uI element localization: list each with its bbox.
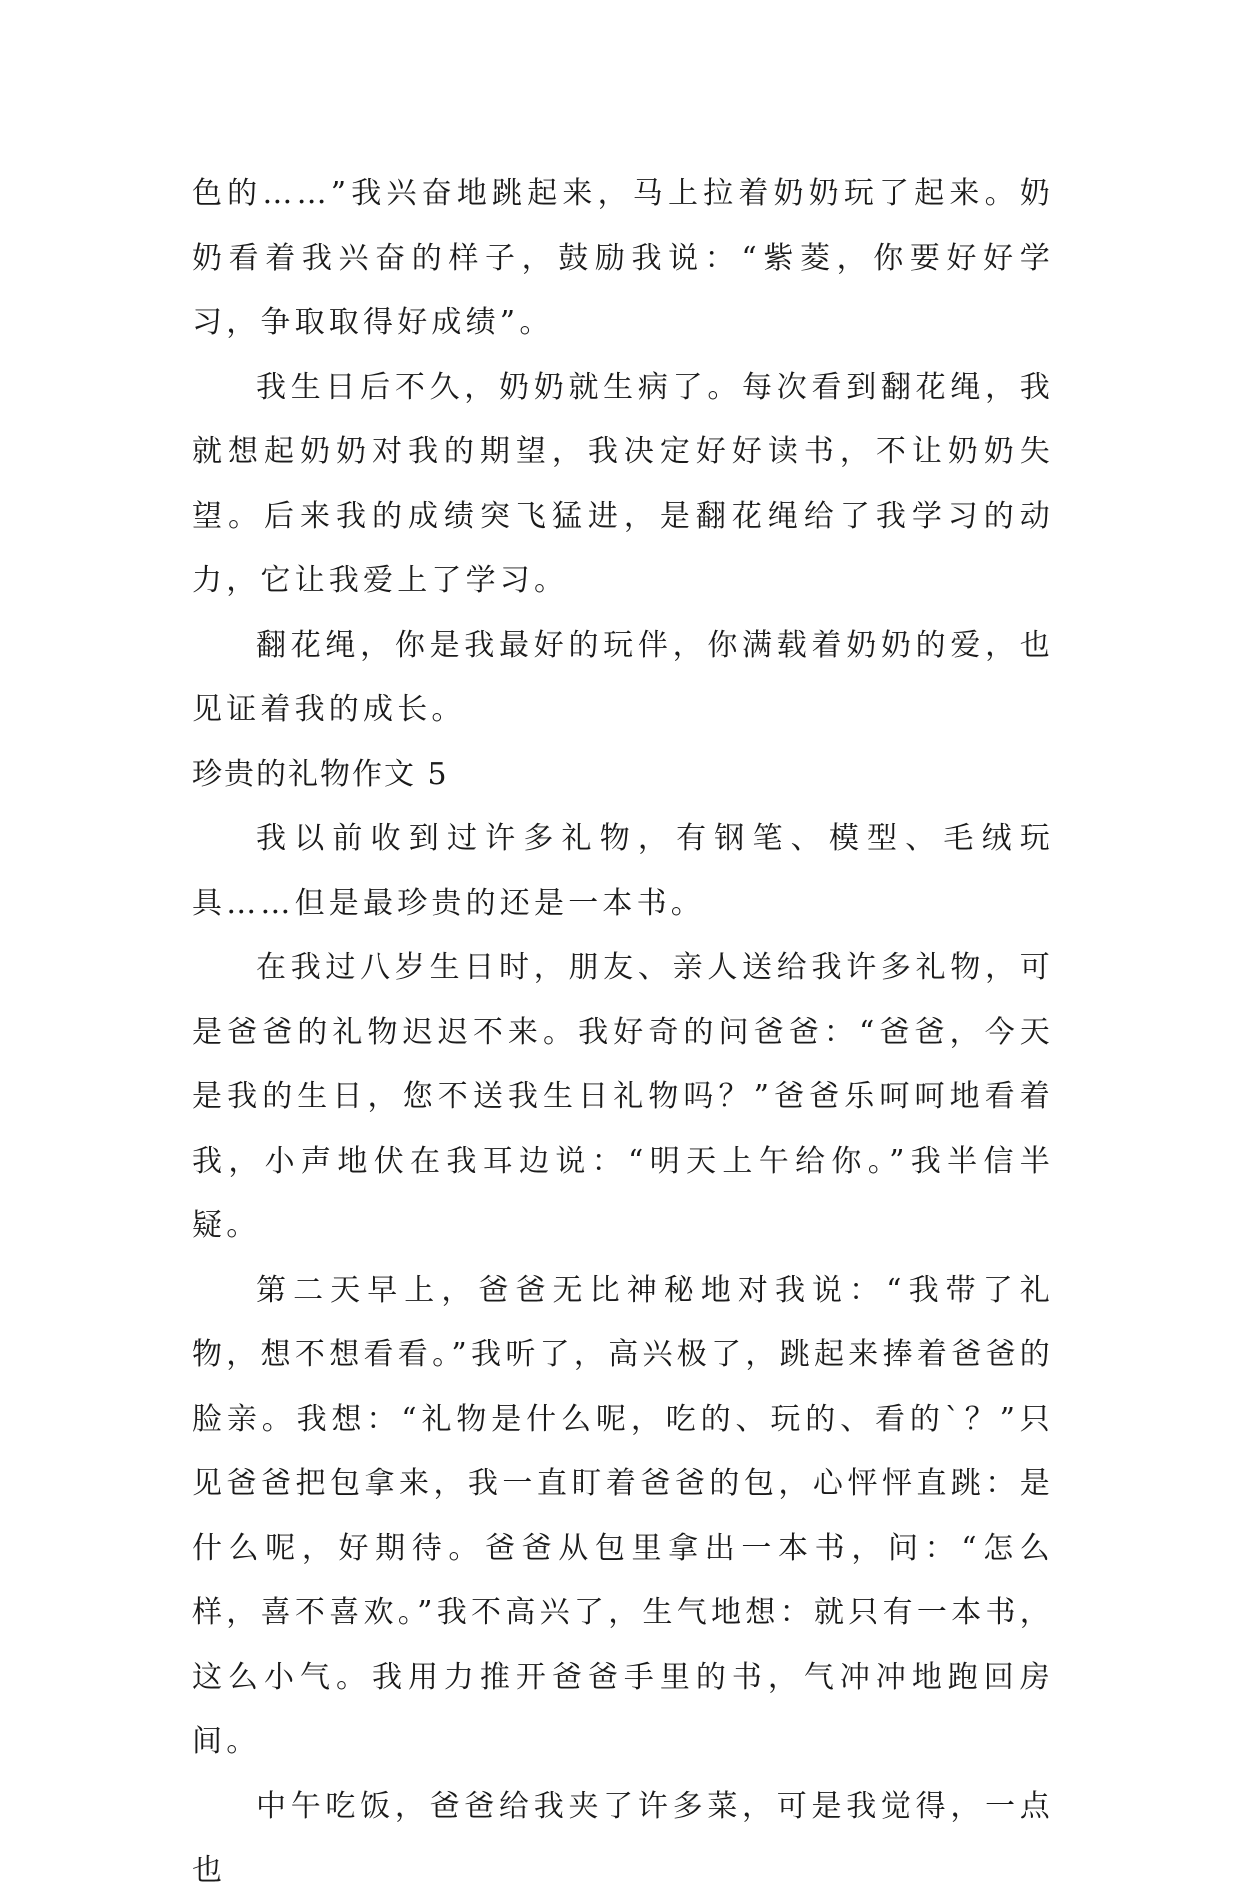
paragraph-1: 色的……”我兴奋地跳起来，马上拉着奶奶玩了起来。奶奶看着我兴奋的样子，鼓励我说：“紫菱，你要好好学习，争取取得好成绩”。 <box>192 176 1054 340</box>
paragraph-5: 在我过八岁生日时，朋友、亲人送给我许多礼物，可是爸爸的礼物迟迟不来。我好奇的问爸爸：“爸爸，今天是我的生日，您不送我生日礼物吗？”爸爸乐呵呵地看着我，小声地伏在我耳边说：“明天上午给你。”我半信半疑。 <box>192 950 1054 1243</box>
document-page <box>192 162 1054 1904</box>
paragraph-6: 第二天早上，爸爸无比神秘地对我说：“我带了礼物，想不想看看。”我听了，高兴极了，跳起来捧着爸爸的脸亲。我想：“礼物是什么呢，吃的、玩的、看的`？”只见爸爸把包拿来，我一直盯着爸爸的包，心怦怦直跳：是什么呢，好期待。爸爸从包里拿出一本书，问：“怎么样，喜不喜欢。”我不高兴了，生气地想：就只有一本书，这么小气。我用力推开爸爸手里的书，气冲冲地跑回房间。 <box>192 1272 1054 1759</box>
paragraph-2: 我生日后不久，奶奶就生病了。每次看到翻花绳，我就想起奶奶对我的期望，我决定好好读书，不让奶奶失望。后来我的成绩突飞猛进，是翻花绳给了我学习的动力，它让我爱上了学习。 <box>192 369 1054 598</box>
paragraph-4: 我以前收到过许多礼物，有钢笔、模型、毛绒玩具……但是最珍贵的还是一本书。 <box>192 821 1054 921</box>
paragraph-7: 中午吃饭，爸爸给我夹了许多菜，可是我觉得，一点也 <box>192 1788 1054 1888</box>
paragraph-3: 翻花绳，你是我最好的玩伴，你满载着奶奶的爱，也见证着我的成长。 <box>192 627 1054 727</box>
essay-title: 珍贵的礼物作文 5 <box>192 756 449 792</box>
